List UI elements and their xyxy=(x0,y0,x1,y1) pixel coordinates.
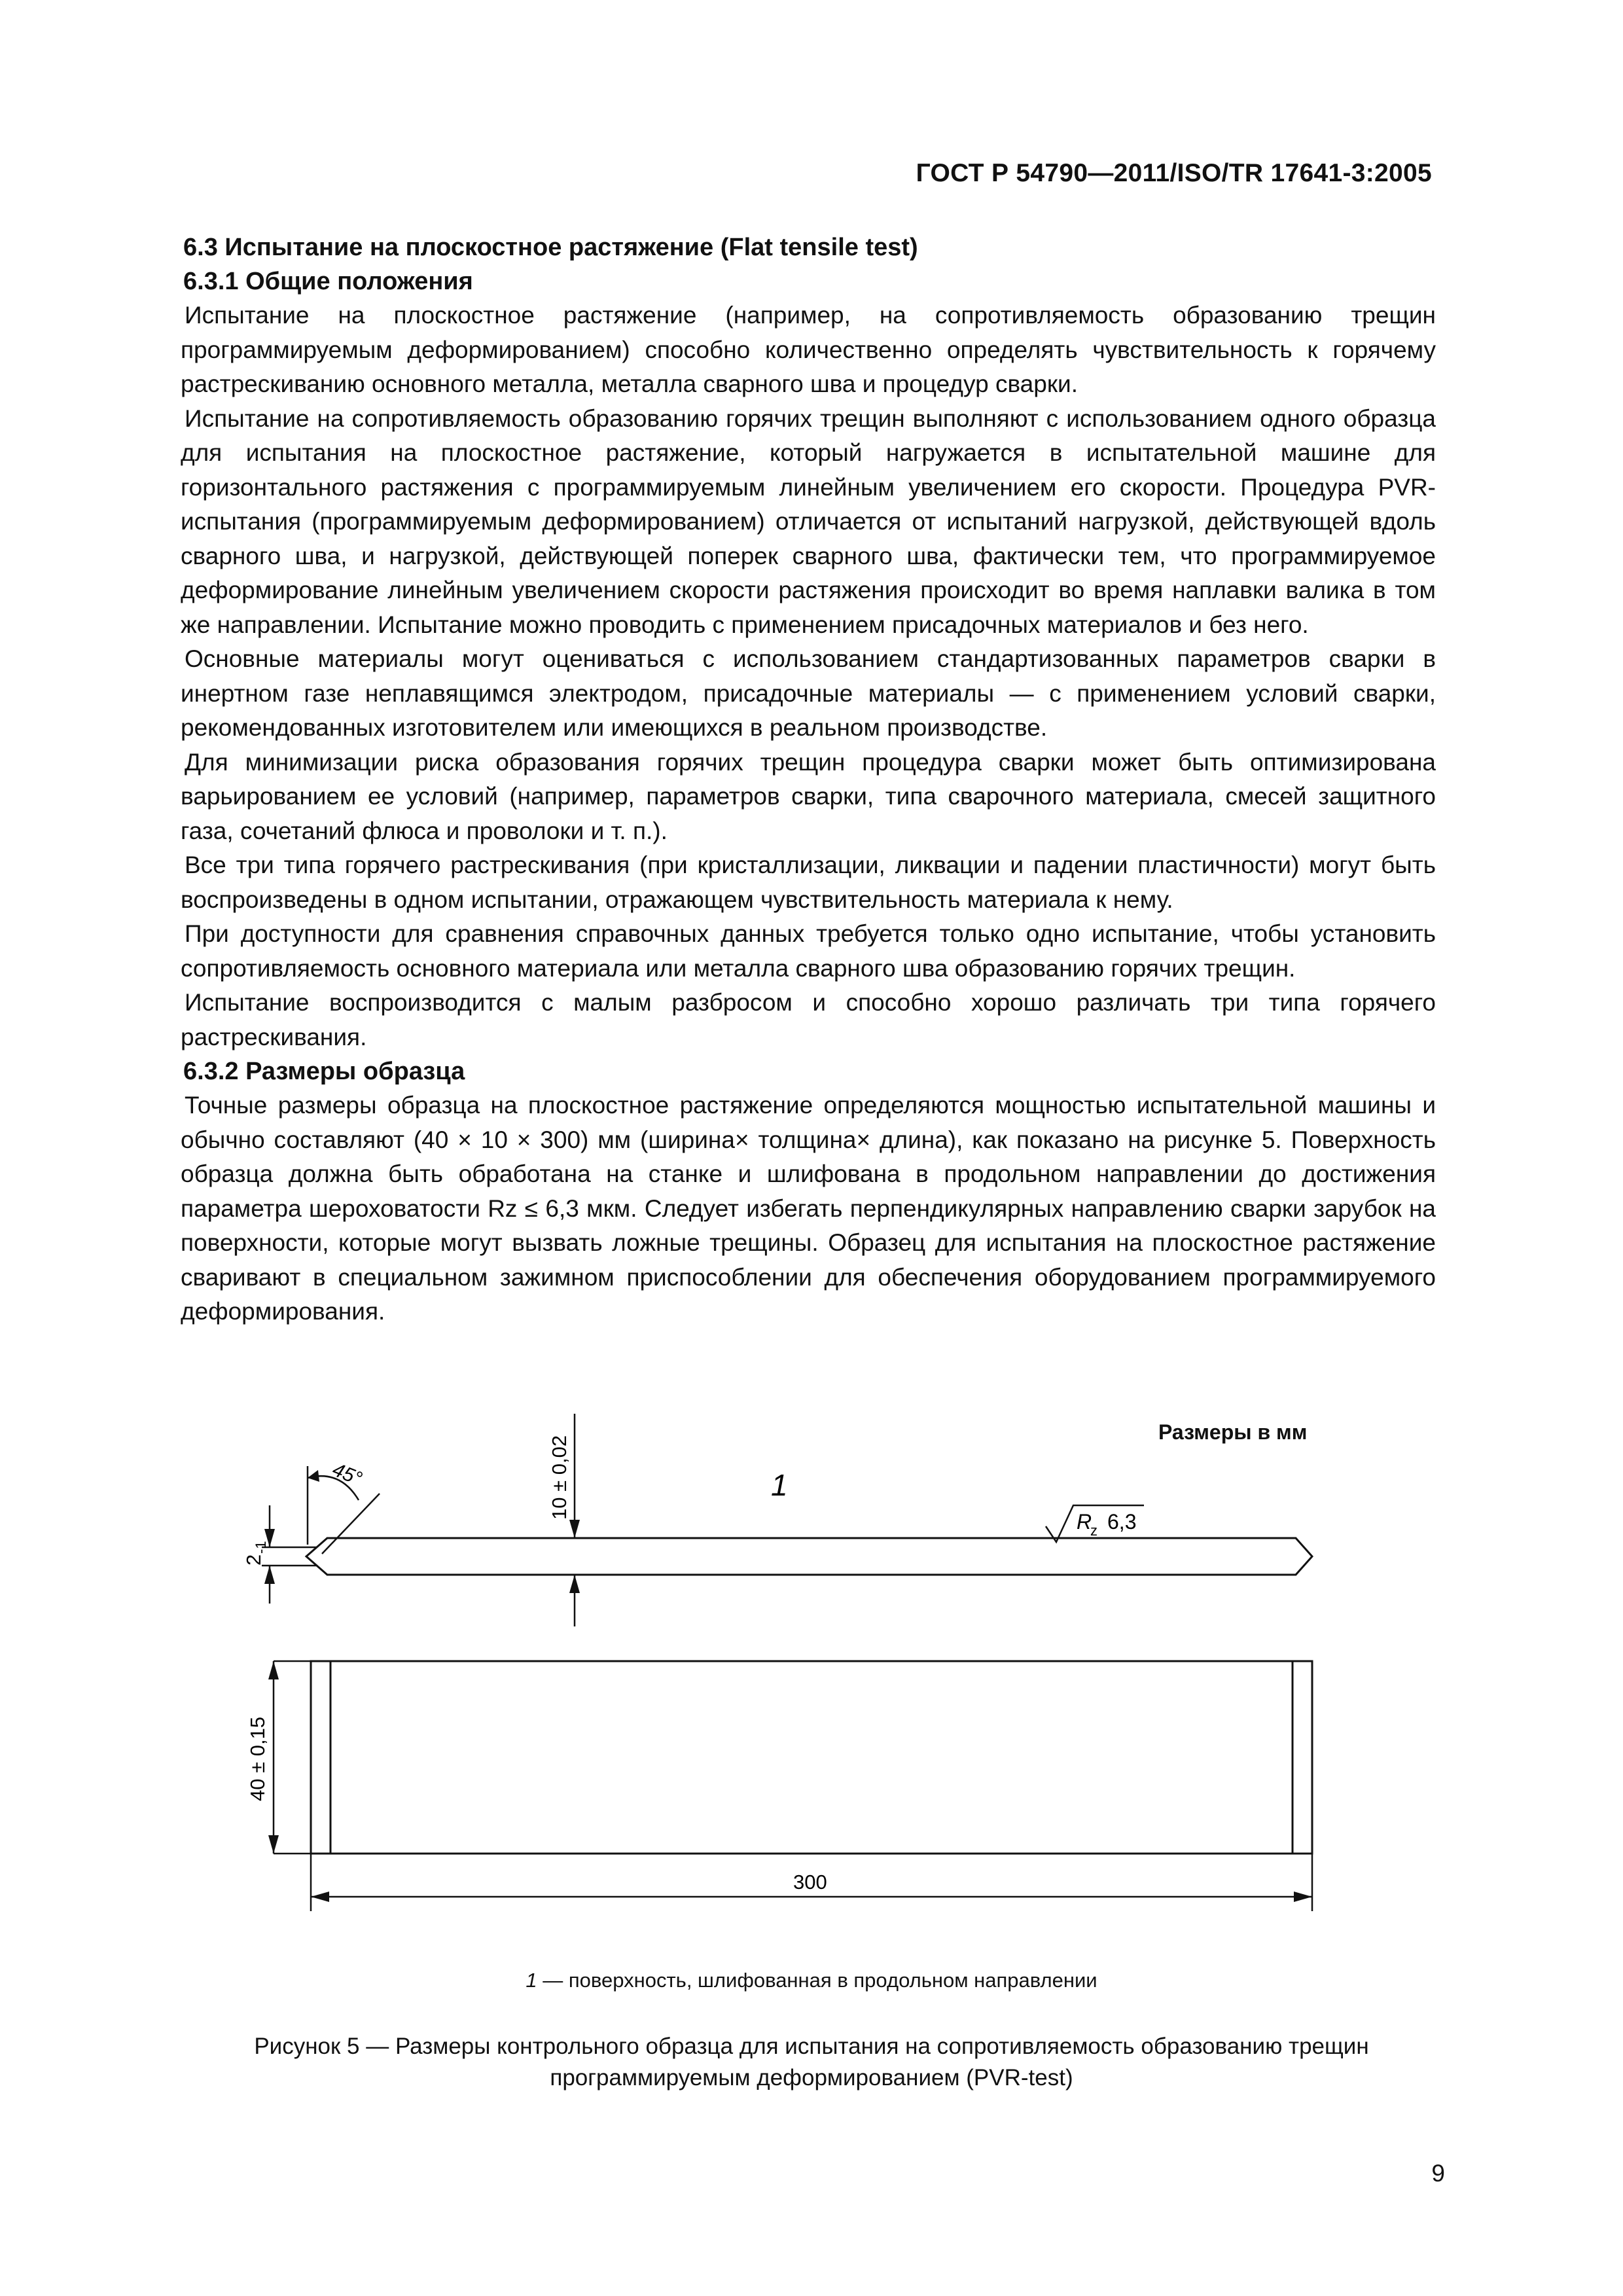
section-title: 6.3 Испытание на плоскостное растяжение (Flat tensile test) xyxy=(183,234,918,261)
specimen-top-view xyxy=(311,1661,1312,1854)
dimensions-note: Размеры в мм xyxy=(1158,1420,1308,1444)
width-label: 40 ± 0,15 xyxy=(246,1716,269,1801)
roughness-symbol: R xyxy=(1077,1510,1092,1534)
subsection-title-dimensions: 6.3.2 Размеры образца xyxy=(183,1058,465,1085)
paragraph: Для минимизации риска образования горячих трещин процедура сварки может быть оптимизирована варьированием ее условий (например, параметров сварки, типа сварочного материала, смесей защитного газа, сочетаний флюса и проволоки и т. п.). xyxy=(181,748,1436,844)
paragraph: Точные размеры образца на плоскостное растяжение определяются мощностью испытательной машины и обычно составляют (40 × 10 × 300) мм (ширина× толщина× длина), как показано на рисунке 5. Поверхность образца должна быть обработана на станке и шлифована в продольном направлении до достижения параметра шероховатости Rz ≤ 6,3 мкм. Следует избегать перпендикулярных направлению сварки зарубок на поверхности, которые могут вызвать ложные трещины. Образец для испытания на плоскостное растяжение сваривают в специальном зажимном приспособлении для обеспечения оборудованием программируемого деформирования. xyxy=(181,1092,1436,1325)
paragraph: Испытание на сопротивляемость образованию горячих трещин выполняют с использованием одного образца для испытания на плоскостное растяжение, который нагружается в испытательной машине для горизонтального растяжения с программируемым линейным увеличением его скорости. Процедура PVR-испытания (программируемым деформированием) отличается от испытаний нагрузкой, действующей вдоль сварного шва, и нагрузкой, действующей поперек сварного шва, фактически тем, что программируемое деформирование линейным увеличением скорости растяжения происходит во время наплавки валика в том же направлении. Испытание можно проводить с применением присадочных материалов и без него. xyxy=(181,404,1436,638)
paragraph: При доступности для сравнения справочных данных требуется только одно испытание, чтобы установить сопротивляемость основного материала или металла сварного шва образованию горячих трещин. xyxy=(181,920,1436,982)
figure-caption xyxy=(0,2031,1623,2094)
thickness-label: 10 ± 0,02 xyxy=(548,1435,571,1520)
chamfer-tolerance: -1 xyxy=(253,1541,269,1554)
callout-1: 1 xyxy=(771,1468,788,1502)
paragraph: Испытание воспроизводится с малым разбросом и способно хорошо различать три типа горячего растрескивания. xyxy=(181,989,1436,1050)
paragraph: Основные материалы могут оцениваться с использованием стандартизованных параметров сварки в инертном газе неплавящимся электродом, присадочные материалы — с применением условий сварки, рекомендованных изготовителем или имеющихся в реальном производстве. xyxy=(181,645,1436,741)
page-number: 9 xyxy=(1431,2160,1445,2187)
subsection-title-general: 6.3.1 Общие положения xyxy=(183,268,473,295)
length-label: 300 xyxy=(793,1871,827,1893)
angle-label: 45° xyxy=(329,1458,365,1490)
legend-text: — поверхность, шлифованная в продольном направлении xyxy=(537,1969,1097,1992)
paragraph: Все три типа горячего растрескивания (при кристаллизации, ликвации и падении пластичности) могут быть воспроизведены в одном испытании, отражающем чувствительность материала к нему. xyxy=(181,852,1436,913)
figure-legend xyxy=(0,1969,1623,1992)
roughness-value: 6,3 xyxy=(1107,1510,1137,1534)
paragraph: Испытание на плоскостное растяжение (например, на сопротивляемость образованию трещин программируемым деформированием) способно количественно определять чувствительность к горячему растрескиванию основного металла, металла сварного шва и процедур сварки. xyxy=(181,302,1436,397)
specimen-side-view xyxy=(306,1538,1312,1575)
legend-number: 1 xyxy=(526,1969,537,1992)
document-header: ГОСТ Р 54790—2011/ISO/TR 17641-3:2005 xyxy=(916,159,1432,187)
caption-line: программируемым деформированием (PVR-test) xyxy=(550,2065,1073,2090)
chamfer-label: 2 xyxy=(242,1554,265,1566)
caption-line: Рисунок 5 — Размеры контрольного образца для испытания на сопротивляемость образованию трещин xyxy=(254,2034,1369,2059)
roughness-subscript: z xyxy=(1090,1522,1097,1539)
